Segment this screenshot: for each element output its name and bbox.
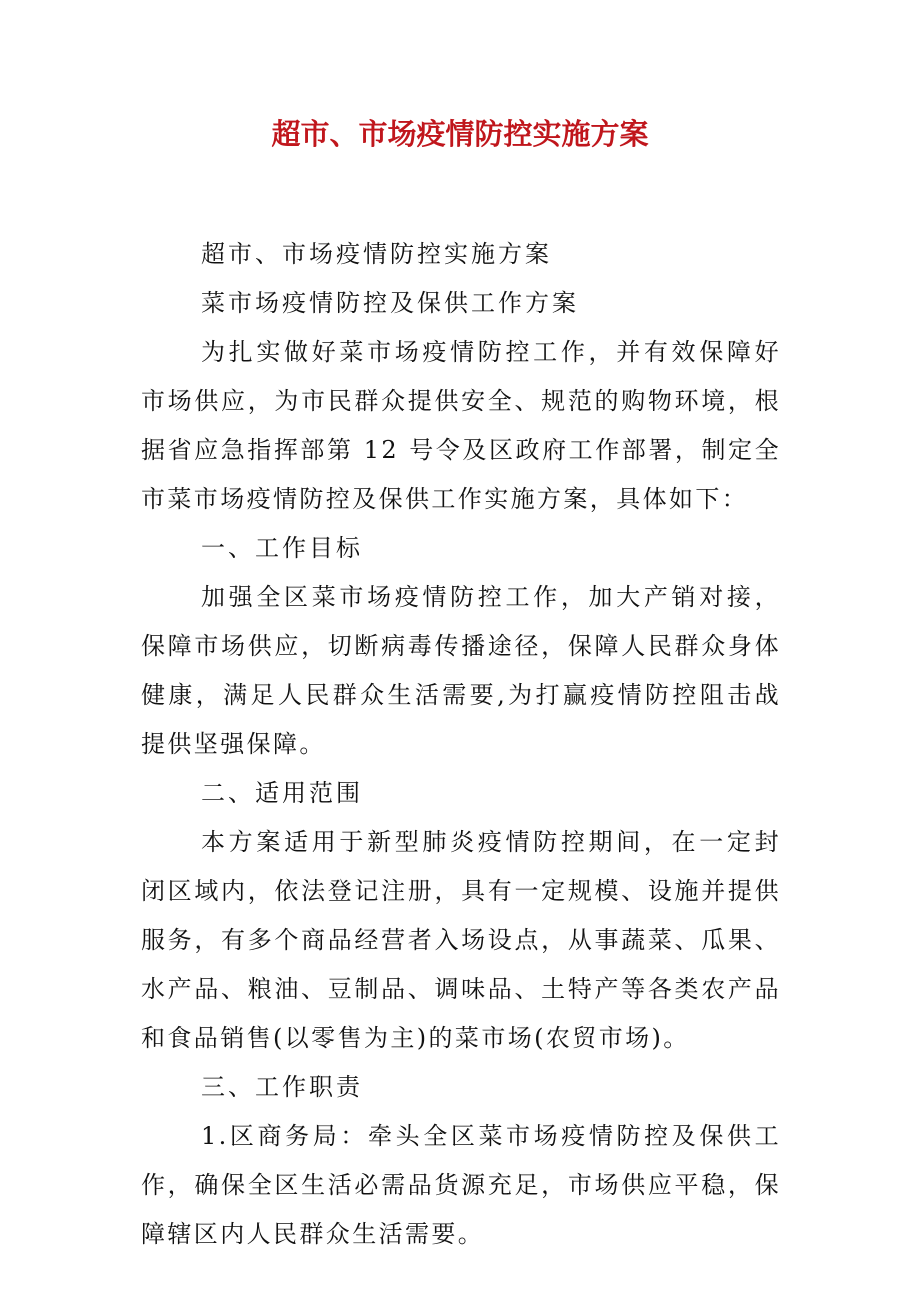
paragraph-subtitle: 超市、市场疫情防控实施方案 [201,240,552,268]
paragraph-plan-name: 菜市场疫情防控及保供工作方案 [201,289,579,317]
document-title: 超市、市场疫情防控实施方案 [271,117,649,151]
paragraph-intro: 为扎实做好菜市场疫情防控工作，并有效保障好市场供应，为市民群众提供安全、规范的购物环境，根据省应急指挥部第 12 号令及区政府工作部署，制定全市菜市场疫情防控及保供工作实施方案，具体如下： [141,338,781,513]
section-heading-goals: 一、工作目标 [201,534,363,562]
paragraph-scope: 本方案适用于新型肺炎疫情防控期间，在一定封闭区域内，依法登记注册，具有一定规模、设施并提供服务，有多个商品经营者入场设点，从事蔬菜、瓜果、水产品、粮油、豆制品、调味品、土特产等各类农产品和食品销售(以零售为主)的菜市场(农贸市场)。 [141,828,781,1052]
paragraph-duty-commerce-bureau: 1.区商务局：牵头全区菜市场疫情防控及保供工作，确保全区生活必需品货源充足，市场供应平稳，保障辖区内人民群众生活需要。 [141,1122,781,1248]
section-heading-scope: 二、适用范围 [201,779,363,807]
document-body [141,230,781,1259]
paragraph-goals: 加强全区菜市场疫情防控工作，加大产销对接，保障市场供应，切断病毒传播途径，保障人民群众身体健康，满足人民群众生活需要,为打赢疫情防控阻击战提供坚强保障。 [141,583,781,758]
section-heading-duties: 三、工作职责 [201,1073,363,1101]
